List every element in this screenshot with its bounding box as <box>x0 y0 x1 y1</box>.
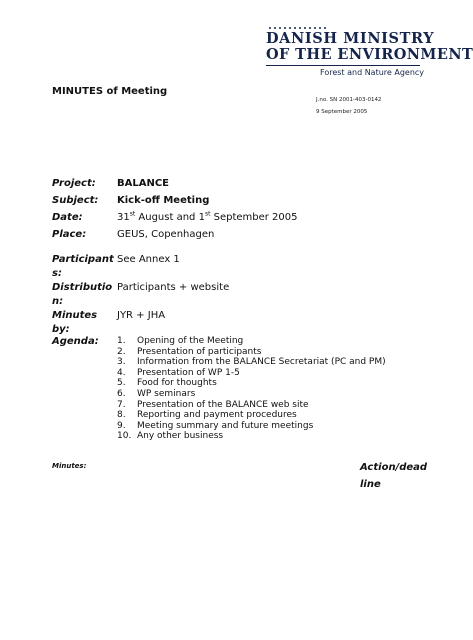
participants-label-line1: Participant <box>52 254 114 265</box>
subject-label: Subject: <box>52 195 99 206</box>
document-title: MINUTES of Meeting <box>52 86 168 97</box>
date-part2: August and 1 <box>135 212 205 223</box>
distribution-label-line1: Distributio <box>52 282 113 293</box>
distribution-label-line2: n: <box>52 296 64 307</box>
place-value: GEUS, Copenhagen <box>117 229 215 240</box>
logo-ministry-line2: OF THE ENVIRONMENT <box>266 46 473 63</box>
logo-agency: Forest and Nature Agency <box>320 68 425 77</box>
agenda-label: Agenda: <box>52 336 99 347</box>
date-sup2: st <box>204 210 211 218</box>
agenda-item: 7. Presentation of the BALANCE web site <box>117 399 309 410</box>
date-value <box>117 209 298 226</box>
minutes-by-label-line1: Minutes <box>52 310 98 321</box>
agenda-item: 9. Meeting summary and future meetings <box>117 420 314 431</box>
agenda-list <box>117 336 386 442</box>
agenda-item: 2. Presentation of participants <box>117 346 262 357</box>
date-sup1: st <box>129 210 136 218</box>
agenda-item: 4. Presentation of WP 1-5 <box>117 367 240 378</box>
journal-number: J.no. SN 2001-403-0142 <box>316 97 382 103</box>
project-label: Project: <box>52 178 96 189</box>
agenda-item: 6. WP seminars <box>117 388 196 399</box>
minutes-label: Minutes: <box>52 462 87 470</box>
distribution-value: Participants + website <box>117 282 230 293</box>
agenda-item: 3. Information from the BALANCE Secretariat (PC and PM) <box>117 357 386 368</box>
date-part3: September 2005 <box>210 212 298 223</box>
agenda-item: 10. Any other business <box>117 431 224 442</box>
action-deadline-label: Action/deadline <box>360 462 428 490</box>
project-value: BALANCE <box>117 178 170 189</box>
agenda-item: 5. Food for thoughts <box>117 378 217 389</box>
place-label: Place: <box>52 229 87 240</box>
agenda-item: 1. Opening of the Meeting <box>117 336 244 346</box>
logo-rule <box>266 65 420 66</box>
participants-label-line2: s: <box>52 268 62 279</box>
minutes-by-value: JYR + JHA <box>117 310 166 321</box>
date-part1: 31 <box>117 212 130 223</box>
subject-value: Kick-off Meeting <box>117 195 210 206</box>
agenda-item: 8. Reporting and payment procedures <box>117 410 297 421</box>
date-label: Date: <box>52 212 83 223</box>
minutes-by-label-line2: by: <box>52 324 70 335</box>
participants-value: See Annex 1 <box>117 254 180 265</box>
document-date: 9 September 2005 <box>316 109 368 115</box>
logo-ministry-line1: DANISH MINISTRY <box>266 30 435 47</box>
